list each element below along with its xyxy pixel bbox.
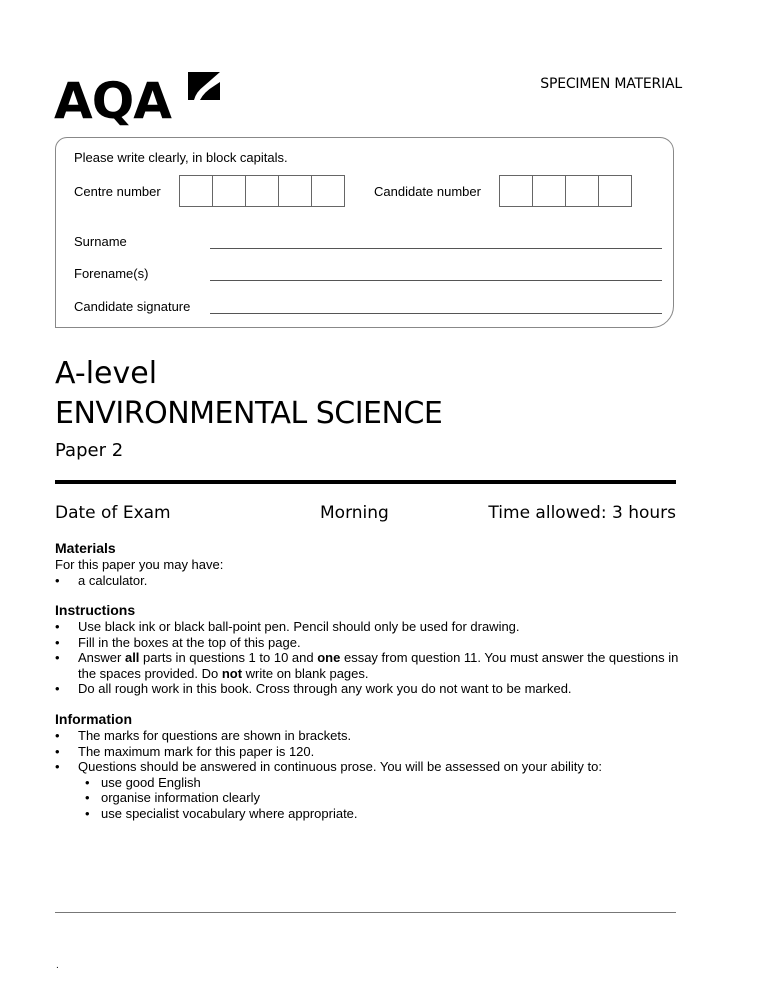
candidate-number-boxes[interactable] [500, 175, 632, 207]
instruction-item [55, 650, 695, 681]
aqa-logo [54, 70, 224, 128]
centre-digit-box[interactable] [311, 175, 345, 207]
paper-number: Paper 2 [55, 440, 124, 461]
signature-label: Candidate signature [74, 299, 191, 314]
centre-number-label: Centre number [74, 184, 161, 199]
signature-field[interactable] [210, 313, 662, 314]
exam-time-allowed: Time allowed: 3 hours [488, 503, 676, 523]
instruction-item: • Do all rough work in this book. Cross through any work you do not want to be marked. [55, 681, 695, 697]
aqa-logo-mark-icon [186, 70, 222, 106]
materials-heading: Materials [55, 540, 116, 556]
centre-digit-box[interactable] [179, 175, 213, 207]
criteria-item: • use specialist vocabulary where appropriate. [78, 806, 695, 822]
instructions-section [55, 602, 695, 697]
exam-info-row [55, 503, 676, 527]
information-item: • The maximum mark for this paper is 120. [55, 744, 695, 760]
instruction-text: Answer [78, 650, 125, 665]
information-item [55, 759, 695, 821]
candidate-digit-box[interactable] [565, 175, 599, 207]
candidate-digit-box[interactable] [532, 175, 566, 207]
instruction-text: parts in questions 1 to 10 and [139, 650, 318, 665]
information-section [55, 711, 695, 821]
title-divider [55, 480, 676, 484]
instruction-text: write on blank pages. [242, 665, 369, 681]
specimen-material-label: SPECIMEN MATERIAL [540, 76, 682, 92]
instruction-text: essay from question 11. You must answer the questions in the spaces provided. Do [78, 650, 679, 681]
materials-list [55, 573, 695, 589]
forename-label: Forename(s) [74, 266, 149, 281]
instruction-emphasis: not [221, 665, 243, 681]
information-text: Questions should be answered in continuous prose. You will be assessed on your ability to: [78, 759, 602, 774]
centre-digit-box[interactable] [245, 175, 279, 207]
instruction-item: • Fill in the boxes at the top of this page. [55, 635, 695, 651]
candidate-details-box [55, 137, 674, 328]
instruction-emphasis: one [317, 650, 341, 665]
instructions-heading: Instructions [55, 602, 136, 618]
logo-text: AQA [54, 72, 171, 130]
centre-number-boxes[interactable] [180, 175, 345, 207]
materials-item: • a calculator. [55, 573, 695, 589]
surname-field[interactable] [210, 248, 662, 249]
materials-intro: For this paper you may have: [55, 557, 224, 572]
footer-divider [55, 912, 676, 913]
candidate-number-label: Candidate number [374, 184, 481, 199]
candidate-digit-box[interactable] [598, 175, 632, 207]
footer-dot: . [56, 960, 59, 971]
instruction-emphasis: all [124, 650, 140, 665]
surname-label: Surname [74, 234, 127, 249]
subject-title: ENVIRONMENTAL SCIENCE [55, 396, 443, 431]
information-list [55, 728, 695, 821]
information-item: • The marks for questions are shown in brackets. [55, 728, 695, 744]
exam-session: Morning [320, 503, 389, 523]
materials-section [55, 540, 695, 588]
exam-date: Date of Exam [55, 503, 171, 523]
information-heading: Information [55, 711, 132, 727]
forename-field[interactable] [210, 280, 662, 281]
criteria-item: • use good English [78, 775, 695, 791]
qualification-level: A-level [55, 356, 158, 391]
centre-digit-box[interactable] [212, 175, 246, 207]
centre-digit-box[interactable] [278, 175, 312, 207]
assessment-criteria-list [78, 775, 695, 822]
candidate-digit-box[interactable] [499, 175, 533, 207]
instructions-list [55, 619, 695, 697]
instruction-item: • Use black ink or black ball-point pen. Pencil should only be used for drawing. [55, 619, 695, 635]
criteria-item: • organise information clearly [78, 790, 695, 806]
block-capitals-instruction: Please write clearly, in block capitals. [74, 150, 288, 165]
